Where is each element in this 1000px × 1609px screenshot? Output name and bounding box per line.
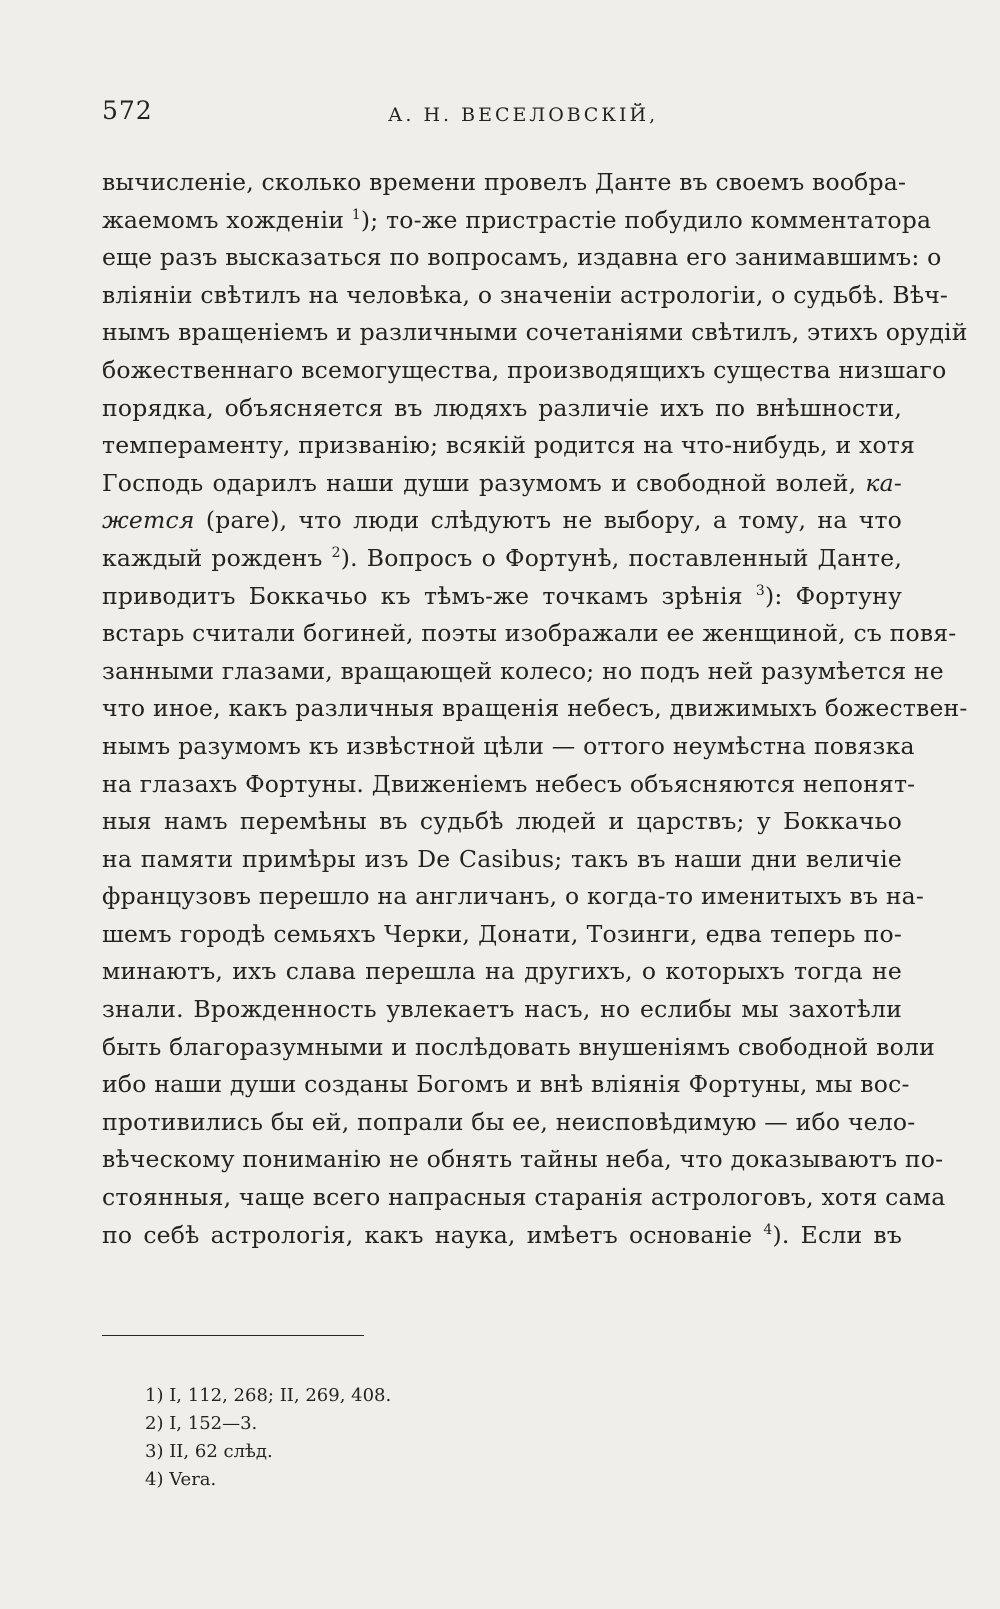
- italic-text: ка-: [865, 468, 902, 497]
- line-text: шемъ городѣ семьяхъ Черки, Донати, Тозинги, едва теперь по-: [102, 919, 902, 948]
- line-text: на памяти примѣры изъ De Casibus; такъ въ наши дни величіе: [102, 844, 902, 873]
- line-text: вычисленіе, сколько времени провелъ Данте въ своемъ вообра-: [102, 168, 907, 196]
- footnotes: [145, 1382, 391, 1494]
- text-line: [102, 1179, 946, 1217]
- italic-text: жется: [102, 506, 195, 535]
- text-line: [102, 653, 944, 691]
- line-text: быть благоразумными и послѣдовать внушеніямъ свободной воли: [102, 1032, 935, 1061]
- text-line: [102, 390, 902, 428]
- text-line: [102, 1104, 916, 1142]
- line-text: вліяніи свѣтилъ на человѣка, о значеніи астрологіи, о судьбѣ. Вѣч-: [102, 280, 949, 309]
- text-line: [102, 953, 902, 991]
- line-text: нымъ разумомъ къ извѣстной цѣли — оттого неумѣстна повязка: [102, 731, 915, 760]
- line-text: ); то-же пристрастіе побудило комментатора: [360, 205, 932, 234]
- text-line: [102, 239, 942, 277]
- footnote: 4) Vera.: [145, 1469, 217, 1490]
- text-line: [102, 916, 902, 954]
- text-line: [102, 766, 916, 804]
- text-line: [102, 1141, 944, 1179]
- line-text: что иное, какъ различныя вращенія небесъ, движимыхъ божествен-: [102, 694, 968, 723]
- line-text: стоянныя, чаще всего напрасныя старанія астрологовъ, хотя сама: [102, 1183, 946, 1212]
- text-line: [102, 841, 902, 879]
- line-text: еще разъ высказаться по вопросамъ, издавна его занимавшимъ: о: [102, 243, 942, 272]
- text-line: [102, 314, 968, 352]
- line-text: ). Вопросъ о Фортунѣ, поставленный Данте,: [340, 543, 902, 572]
- line-text: ныя намъ перемѣны въ судьбѣ людей и царствъ; у Боккачьо: [102, 807, 902, 836]
- footnote-reference: 1: [351, 206, 361, 223]
- text-line: [102, 465, 902, 503]
- line-text: вѣческому пониманію не обнять тайны неба, что доказываютъ по-: [102, 1145, 944, 1174]
- line-text: противились бы ей, попрали бы ее, неисповѣдимую — ибо чело-: [102, 1107, 916, 1136]
- body-text: [102, 164, 968, 1254]
- text-line: [102, 803, 902, 841]
- line-text: на глазахъ Фортуны. Движеніемъ небесъ объясняются непонят-: [102, 769, 916, 798]
- line-text: жаемомъ хожденіи: [102, 205, 352, 234]
- text-line: [102, 1066, 910, 1104]
- footnote: 3) II, 62 слѣд.: [145, 1441, 273, 1462]
- page-number: 572: [102, 96, 153, 125]
- text-line: [102, 540, 902, 578]
- text-line: [102, 352, 947, 390]
- text-line: [102, 502, 902, 540]
- text-line: [102, 1029, 935, 1067]
- text-line: [102, 164, 907, 202]
- footnote-reference: 4: [763, 1221, 773, 1238]
- text-line: [102, 1217, 902, 1255]
- footnote-reference: 3: [755, 582, 765, 599]
- line-text: божественнаго всемогущества, производящихъ существа низшаго: [102, 355, 947, 384]
- text-line: [102, 615, 957, 653]
- line-text: занными глазами, вращающей колесо; но подъ ней разумѣется не: [102, 656, 944, 685]
- line-text: темпераменту, призванію; всякій родится на что-нибудь, и хотя: [102, 431, 916, 460]
- line-text: приводитъ Боккачьо къ тѣмъ-же точкамъ зрѣнія: [102, 581, 756, 610]
- line-text: нымъ вращеніемъ и различными сочетаніями свѣтилъ, этихъ орудій: [102, 318, 968, 347]
- text-line: [102, 578, 902, 616]
- text-line: [102, 991, 902, 1029]
- footnote: 2) I, 152—3.: [145, 1413, 258, 1434]
- footnote-divider: [102, 1335, 364, 1336]
- footnote-reference: 2: [331, 544, 341, 561]
- running-head: А. Н. ВЕСЕЛОВСКІЙ,: [388, 104, 659, 126]
- line-text: порядка, объясняется въ людяхъ различіе ихъ по внѣшности,: [102, 393, 902, 422]
- line-text: каждый рожденъ: [102, 543, 332, 572]
- text-line: [102, 878, 925, 916]
- text-line: [102, 277, 949, 315]
- line-text: по себѣ астрологія, какъ наука, имѣетъ основаніе: [102, 1220, 764, 1249]
- line-text: французовъ перешло на англичанъ, о когда-то именитыхъ въ на-: [102, 882, 925, 911]
- text-line: [102, 427, 916, 465]
- line-text: ). Если въ: [772, 1220, 902, 1249]
- line-text: знали. Врожденность увлекаетъ насъ, но еслибы мы захотѣли: [102, 995, 902, 1024]
- footnote: 1) I, 112, 268; II, 269, 408.: [145, 1385, 392, 1406]
- text-line: [102, 728, 915, 766]
- line-text: ): Фортуну: [764, 581, 902, 610]
- text-line: [102, 202, 932, 240]
- line-text: минаютъ, ихъ слава перешла на другихъ, о которыхъ тогда не: [102, 957, 902, 986]
- line-text: (pare), что люди слѣдуютъ не выбору, а тому, на что: [194, 506, 902, 535]
- text-line: [102, 690, 968, 728]
- line-text: Господь одарилъ наши души разумомъ и свободной волей,: [102, 468, 866, 497]
- line-text: ибо наши души созданы Богомъ и внѣ вліянія Фортуны, мы вос-: [102, 1070, 910, 1099]
- line-text: встарь считали богиней, поэты изображали ее женщиной, съ повя-: [102, 619, 957, 648]
